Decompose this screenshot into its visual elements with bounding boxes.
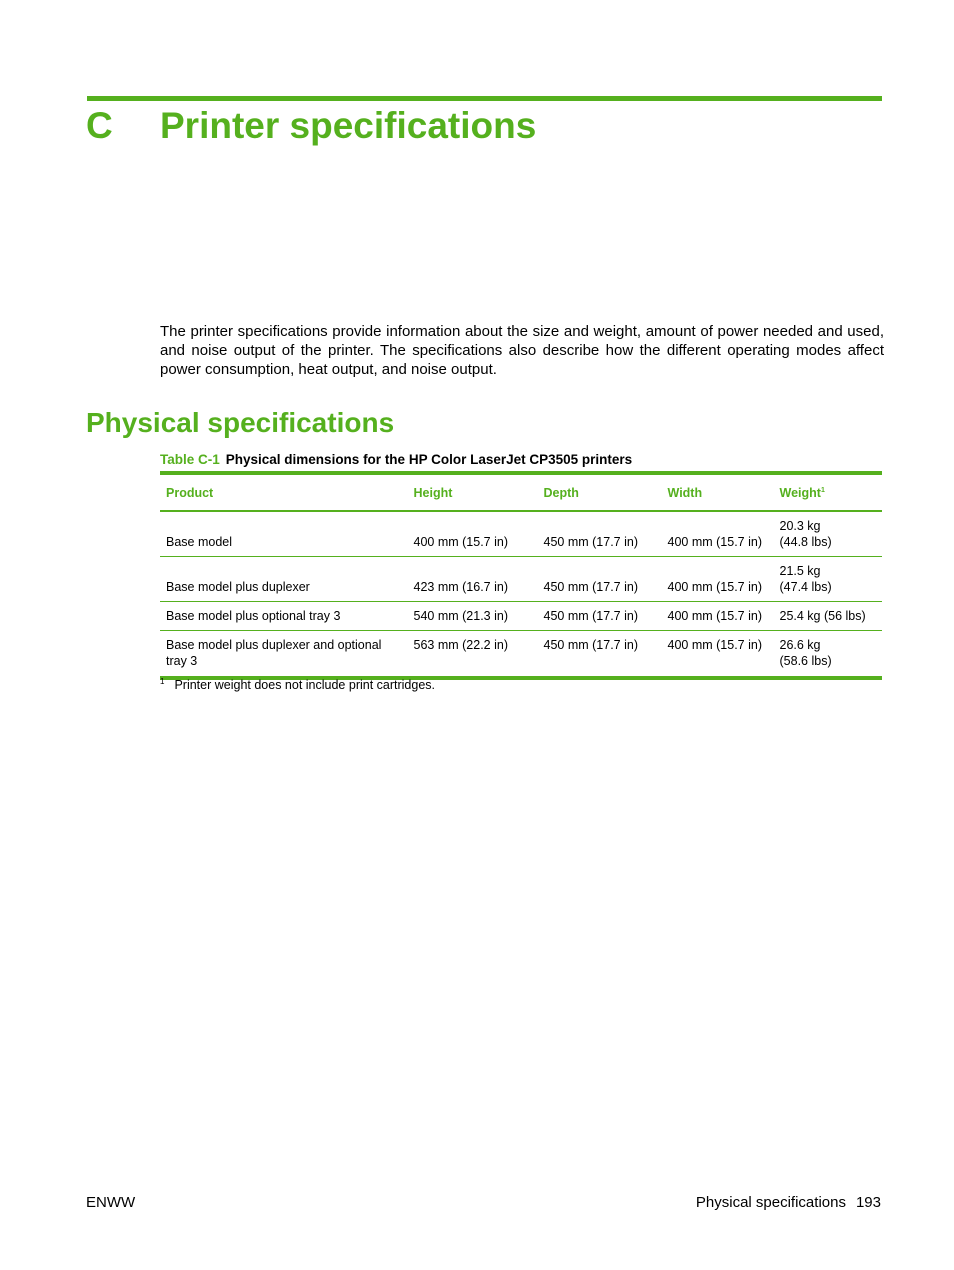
table-caption-tag: Table C-1 — [160, 452, 220, 467]
cell-height: 423 mm (16.7 in) — [407, 557, 537, 602]
table-row — [160, 511, 882, 557]
cell-weight — [773, 631, 882, 679]
footer-right — [696, 1193, 881, 1212]
page-number: 193 — [855, 1194, 881, 1211]
table-header-row — [160, 473, 882, 511]
cell-weight-kg: 21.5 kg — [779, 564, 821, 578]
cell-depth: 450 mm (17.7 in) — [537, 602, 661, 631]
header-weight-label: Weight — [779, 486, 821, 500]
header-height: Height — [407, 473, 537, 511]
cell-width: 400 mm (15.7 in) — [661, 511, 773, 557]
cell-weight — [773, 557, 882, 602]
cell-weight-lbs: (58.6 lbs) — [779, 654, 832, 668]
footnote-mark: 1 — [160, 676, 165, 686]
cell-height: 563 mm (22.2 in) — [407, 631, 537, 679]
cell-depth: 450 mm (17.7 in) — [537, 557, 661, 602]
chapter-letter: C — [86, 105, 113, 146]
physical-dimensions-table — [160, 471, 882, 680]
table-row — [160, 557, 882, 602]
cell-weight-kg: 25.4 kg (56 lbs) — [779, 609, 866, 623]
header-product: Product — [160, 473, 407, 511]
table-row — [160, 602, 882, 631]
table-caption-text: Physical dimensions for the HP Color LaserJet CP3505 printers — [225, 452, 633, 467]
section-title: Physical specifications — [86, 407, 395, 438]
intro-paragraph: The printer specifications provide information about the size and weight, amount of power needed and used, and noise output of the printer. The specifications also describe how the different operating modes affect power consumption, heat output, and noise output. — [160, 323, 884, 378]
cell-product — [160, 631, 407, 679]
chapter-top-rule — [87, 96, 882, 101]
cell-depth: 450 mm (17.7 in) — [537, 631, 661, 679]
cell-product-line: Base model plus optional tray 3 — [166, 609, 341, 623]
chapter-title: Printer specifications — [160, 105, 537, 146]
cell-product-line: Base model plus duplexer — [166, 580, 310, 594]
cell-product-line: Base model — [166, 535, 233, 549]
cell-product-line-2: tray 3 — [166, 654, 198, 668]
cell-product — [160, 602, 407, 631]
cell-product — [160, 557, 407, 602]
table-footnote — [160, 677, 435, 693]
footnote-text: Printer weight does not include print cartridges. — [174, 678, 436, 692]
cell-weight-lbs: (44.8 lbs) — [779, 535, 832, 549]
footer-left-label: ENWW — [86, 1194, 136, 1211]
cell-product — [160, 511, 407, 557]
header-weight-footnote-mark: 1 — [820, 486, 825, 494]
cell-width: 400 mm (15.7 in) — [661, 557, 773, 602]
cell-height: 400 mm (15.7 in) — [407, 511, 537, 557]
header-depth: Depth — [537, 473, 661, 511]
cell-width: 400 mm (15.7 in) — [661, 602, 773, 631]
cell-product-line: Base model plus duplexer and optional — [166, 638, 382, 652]
cell-height: 540 mm (21.3 in) — [407, 602, 537, 631]
cell-weight — [773, 511, 882, 557]
cell-weight-kg: 26.6 kg — [779, 638, 821, 652]
cell-weight-kg: 20.3 kg — [779, 519, 821, 533]
cell-depth: 450 mm (17.7 in) — [537, 511, 661, 557]
cell-weight-lbs: (47.4 lbs) — [779, 580, 832, 594]
footer-section-name: Physical specifications — [695, 1194, 846, 1211]
header-weight — [773, 473, 882, 511]
header-width: Width — [661, 473, 773, 511]
cell-weight — [773, 602, 882, 631]
cell-width: 400 mm (15.7 in) — [661, 631, 773, 679]
table-row — [160, 631, 882, 679]
table-caption — [160, 451, 632, 469]
